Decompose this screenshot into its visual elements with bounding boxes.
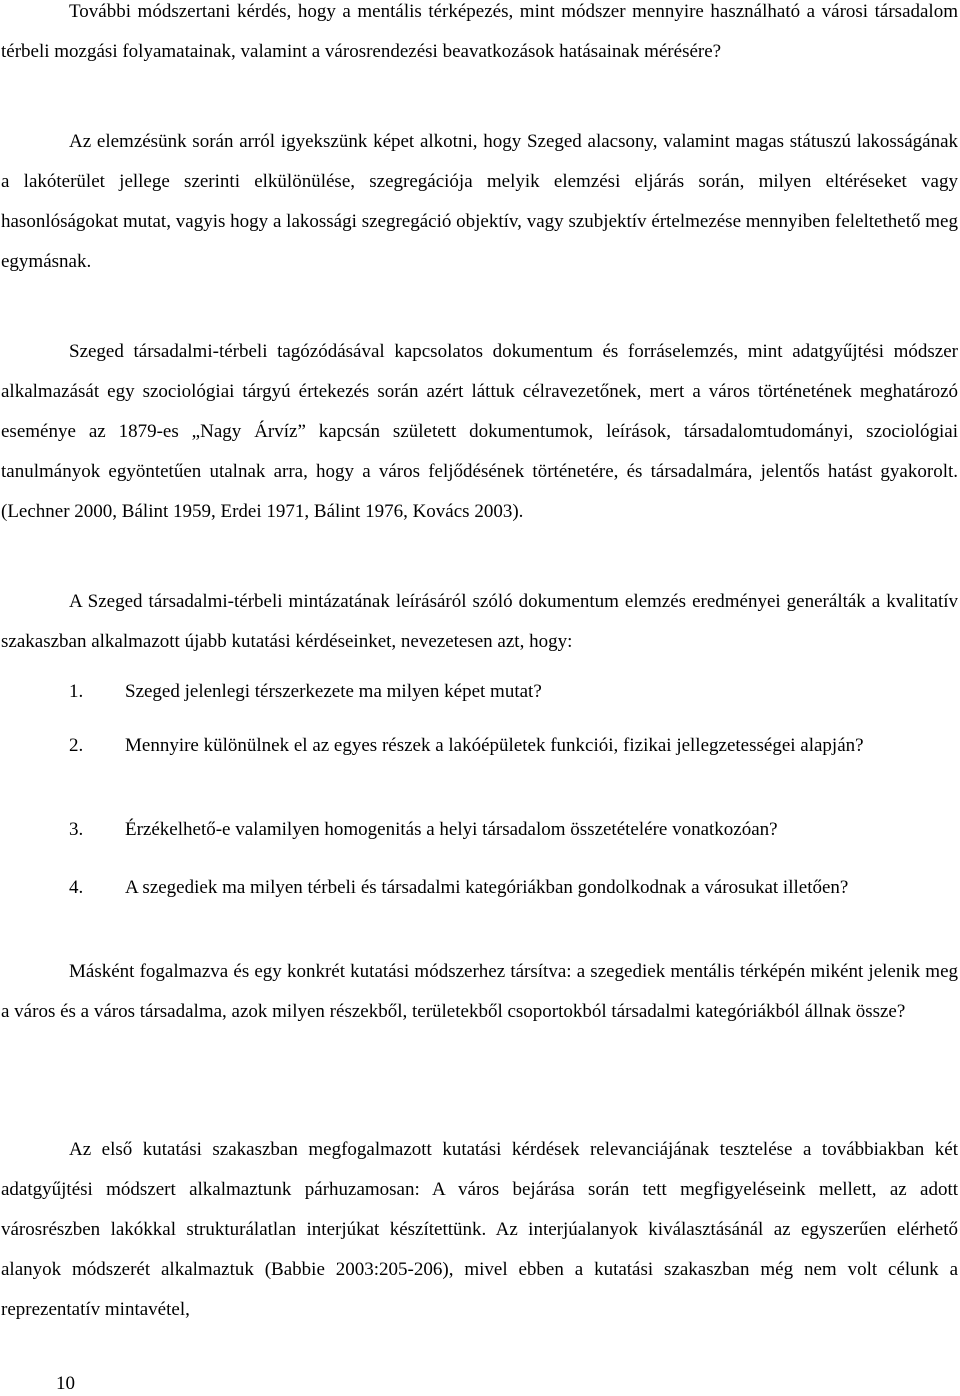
list-number: 4. bbox=[69, 877, 84, 898]
list-item-3 bbox=[1, 810, 958, 850]
list-text: Mennyire különülnek el az egyes részek a lakóépületek funkciói, fizikai jellegzetességei alapján? bbox=[125, 735, 864, 756]
list-number: 2. bbox=[69, 735, 84, 756]
list-number: 1. bbox=[69, 681, 84, 702]
paragraph-5: Másként fogalmazva és egy konkrét kutatási módszerhez társítva: a szegediek mentális térképén miként jelenik meg a város és a város társadalma, azok milyen részekből, területekből csoportokból társadalmi kategóriákból állnak össze? bbox=[1, 961, 958, 1022]
list-number: 3. bbox=[69, 819, 84, 840]
list-item-2 bbox=[1, 726, 958, 766]
page-number: 10 bbox=[56, 1373, 75, 1394]
list-item-1 bbox=[1, 672, 958, 712]
paragraph-1: További módszertani kérdés, hogy a mentális térképezés, mint módszer mennyire használható a városi társadalom térbeli mozgási folyamatainak, valamint a városrendezési beavatkozások hatásainak mérésére? bbox=[1, 1, 958, 62]
paragraph-6: Az első kutatási szakaszban megfogalmazott kutatási kérdések relevanciájának tesztelése a továbbiakban két adatgyűjtési módszert alkalmaztunk párhuzamosan: A város bejárása során tett megfigyeléseink mellett, az adott városrészben lakókkal strukturálatlan interjúkat készítettünk. Az interjúalanyok kiválasztásánál az egyszerűen elérhető alanyok módszerét alkalmaztuk (Babbie 2003:205-206), mivel ebben a kutatási szakaszban még nem volt célunk a reprezentatív mintavétel, bbox=[1, 1139, 958, 1320]
paragraph-3: Szeged társadalmi-térbeli tagózódásával kapcsolatos dokumentum és forráselemzés, mint adatgyűjtési módszer alkalmazását egy szociológiai tárgyú értekezés során azért láttuk célravezetőnek, mert a város történetének meghatározó eseménye az 1879-es „Nagy Árvíz” kapcsán született dokumentumok, leírások, társadalomtudományi, szociológiai tanulmányok egyöntetűen utalnak arra, hogy a város feljődésének történetére, és társadalmára, jelentős hatást gyakorolt. (Lechner 2000, Bálint 1959, Erdei 1971, Bálint 1976, Kovács 2003). bbox=[1, 341, 958, 522]
list-text: Szeged jelenlegi térszerkezete ma milyen képet mutat? bbox=[125, 681, 542, 702]
list-item-4 bbox=[1, 868, 958, 908]
list-text: A szegediek ma milyen térbeli és társadalmi kategóriákban gondolkodnak a városukat illetően? bbox=[125, 877, 849, 898]
paragraph-2: Az elemzésünk során arról igyekszünk képet alkotni, hogy Szeged alacsony, valamint magas státuszú lakosságának a lakóterület jellege szerinti elkülönülése, szegregációja melyik elemzési eljárás során, milyen eltéréseket vagy hasonlóságokat mutat, vagyis hogy a lakossági szegregáció objektív, vagy szubjektív értelmezése mennyiben feleltethető meg egymásnak. bbox=[1, 131, 958, 272]
list-text: Érzékelhető-e valamilyen homogenitás a helyi társadalom összetételére vonatkozóan? bbox=[125, 819, 778, 840]
paragraph-4: A Szeged társadalmi-térbeli mintázatának leírásáról szóló dokumentum elemzés eredményei generálták a kvalitatív szakaszban alkalmazott újabb kutatási kérdéseinket, nevezetesen azt, hogy: bbox=[1, 591, 958, 652]
